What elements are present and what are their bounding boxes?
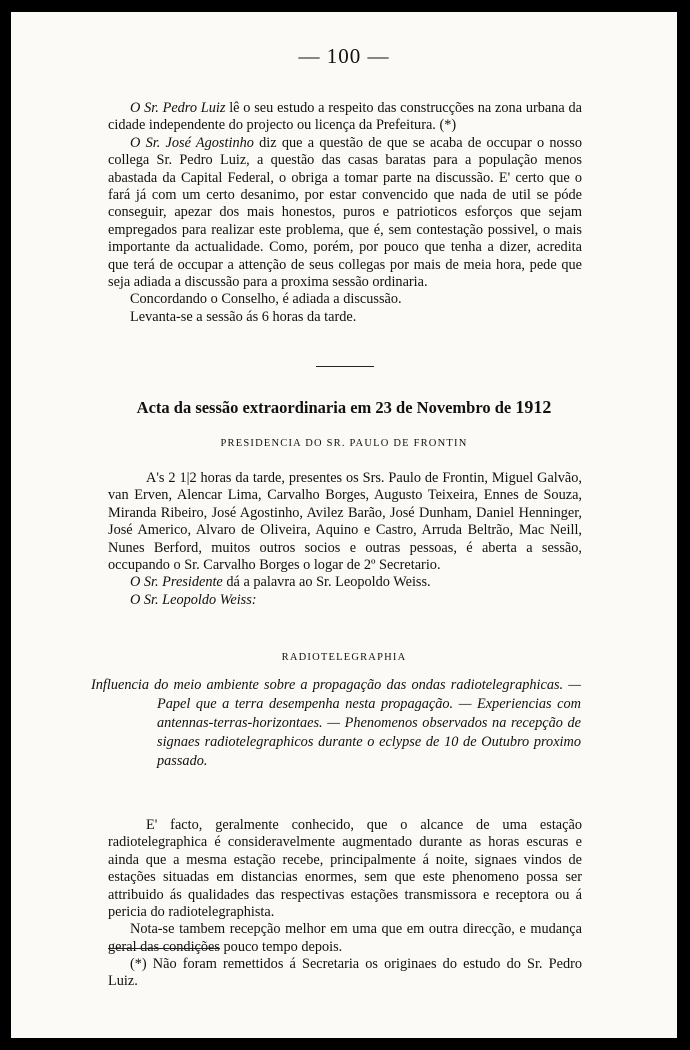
topic-heading: RADIOTELEGRAPHIA <box>281 652 407 663</box>
paragraph-jose-agostinho <box>108 135 582 292</box>
paragraph-close <box>108 309 582 326</box>
footnote-text: (*) Não foram remettidos á Secretaria os originaes do estudo do Sr. Pedro Luiz. <box>108 956 582 990</box>
subtitle-text: Influencia do meio ambiente sobre a propagação das ondas radiotelegraphicas. — Papel que a terra desempenha nesta propagação. — Experiencias com antennas-terras-horizontaes. — Phenomenos observados na recepção de signaes radiotelegraphicos durante o eclypse de 10 de Outubro proximo passado. <box>91 677 581 769</box>
paragraph-text: diz que a questão de que se acaba de occupar o nosso collega Sr. Pedro Luiz, a questão das casas baratas para a população menos abastada da Capital Federal, o obriga a tomar parte na discussão. E' certo que o fará já com um certo desanimo, por estar convencido que nada de util se póde conseguir, apezar dos mais honestos, puros e patrioticos esforços que sejam empregados para realizar este problema, que é, sem contestação possivel, o mais importante da actualidade. Como, porém, por pouco que tenha a dizer, acredita que terá de occupar a attenção de seus collegas por mais de meia hora, pede que seja adiada a discussão para a proxima sessão ordinaria. <box>108 134 582 291</box>
section-title <box>51 397 637 418</box>
footnote <box>108 956 582 991</box>
opening-paragraph: A's 2 1|2 horas da tarde, presentes os Srs. Paulo de Frontin, Miguel Galvão, van Erven, Alencar Lima, Carvalho Borges, Augusto Teixeira, Ennes de Souza, Miranda Ribeiro, José Agostinho, Avilez Barão, José Dunham, Daniel Henninger, José Americo, Alvaro de Oliveira, Aquino e Castro, Arruda Beltrão, Mac Neill, Nunes Berford, muitos outros socios e outras pessoas, é aberta a sessão, occupando o Sr. Carvalho Borges o logar de 2º Secretario. <box>108 470 582 574</box>
body-paragraph: Nota-se tambem recepção melhor em uma que em outra direcção, e mudança geral das condições pouco tempo depois. <box>108 921 582 955</box>
weiss-line <box>108 592 582 609</box>
session-opening <box>108 470 582 609</box>
paragraph-text: Concordando o Conselho, é adiada a discussão. <box>130 291 402 308</box>
section-year: 1912 <box>515 397 552 417</box>
paragraph-text: Levanta-se a sessão ás 6 horas da tarde. <box>130 308 357 325</box>
body-paragraph: E' facto, geralmente conhecido, que o alcance de uma estação radiotelegraphica é consideravelmente augmentado durante as horas escuras e ainda que a mesma estação recebe, principalmente á noite, signaes vindos de estações situadas em distancias enormes, sem que este phenomeno possa ser attribuido ás qualidades das respectivas estações transmissora e receptora ou á pericia do radiotelegraphista. <box>108 817 582 921</box>
paragraph-pedro-luiz <box>108 100 582 135</box>
footnote-rule <box>108 948 220 949</box>
lecture-subtitle <box>91 676 581 771</box>
paragraph-text: lê o seu estudo a respeito das construcções na zona urbana da cidade independente do projecto ou licença da Prefeitura. (*) <box>108 100 582 134</box>
lecture-body <box>108 817 582 956</box>
document-page <box>11 12 677 1038</box>
president-line <box>108 574 582 591</box>
page-number: — 100 — <box>298 44 390 68</box>
section-divider <box>316 366 374 367</box>
paragraph-adjourn <box>108 291 582 308</box>
top-discussion <box>108 100 582 326</box>
presidency-line: PRESIDENCIA DO SR. PAULO DE FRONTIN <box>220 438 468 449</box>
speaker-name: O Sr. Pedro Luiz <box>130 100 226 116</box>
paragraph-text: dá a palavra ao Sr. Leopoldo Weiss. <box>222 574 431 591</box>
speaker-name: O Sr. Presidente <box>130 574 223 591</box>
speaker-name: O Sr. José Agostinho <box>130 134 254 151</box>
speaker-name: O Sr. Leopoldo Weiss: <box>130 591 257 608</box>
section-title-text: Acta da sessão extraordinaria em 23 de Novembro de <box>136 398 512 417</box>
